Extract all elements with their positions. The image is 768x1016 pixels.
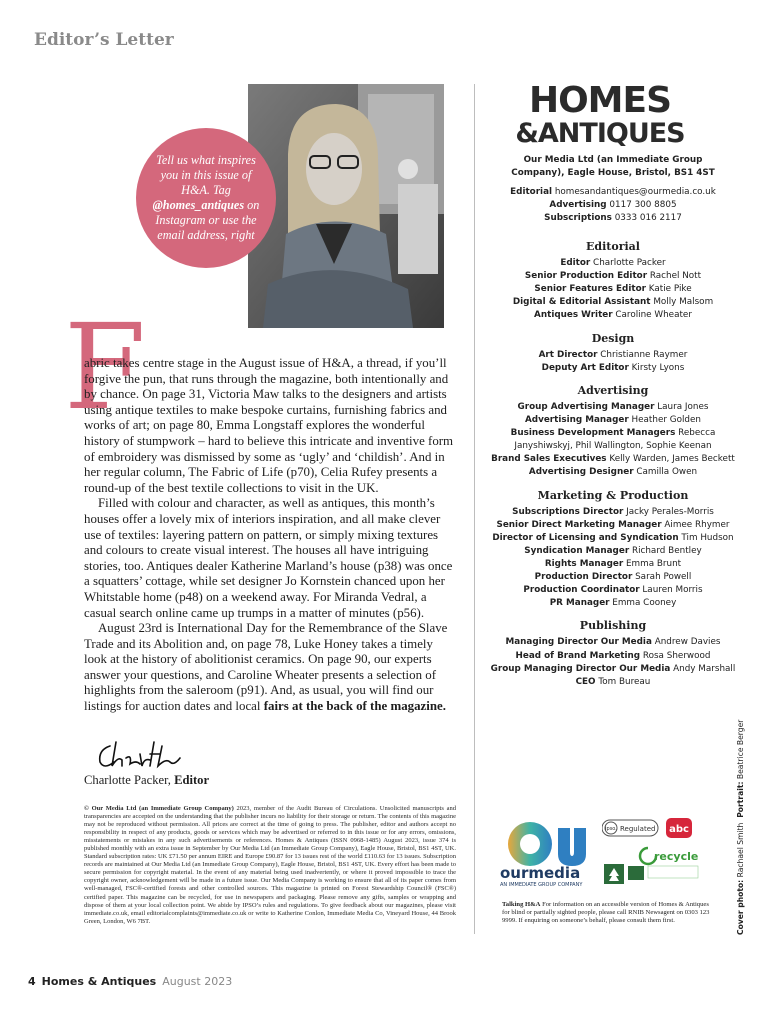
legal-notice: [84, 805, 456, 926]
staff-name: Caroline Wheater: [615, 310, 692, 321]
paragraph-2: Filled with colour and character, as well as antiques, this month’s houses offer a lovely mix of interiors inspiration, and all make clever use of textiles: layering pattern on pattern, or simply mixing textures and colours to create visual interest. The houses all have intriguing stories, too. Antiques dealer Katherine Marland’s house (p38) was once a squatters’ cottage, while set designer Jo Kornstein chanced upon her Whitstable home (p48) on a weekend away. For Miranda Vedral, a casual search online came up trumps in a matter of minutes (p56).: [84, 496, 453, 620]
credits-block: [490, 240, 736, 689]
editor-signature: [96, 736, 206, 772]
staff-role: CEO: [575, 676, 596, 687]
contact-row: [490, 199, 736, 212]
contact-value[interactable]: 0333 016 2117: [614, 213, 682, 224]
section-title: Editor’s Letter: [34, 30, 174, 50]
instagram-handle[interactable]: @homes_antiques: [152, 198, 245, 212]
paragraph-3-text: August 23rd is International Day for the Remembrance of the Slave Trade and its Abolition and, on page 78, Luke Honey takes a timely look at the history of abolitionist ceramics. On page 90, our experts answer your questions, and Caroline Wheater presents a selection of highlights from the saleroom (p91). And, as usual, you will find our listings for auction dates and local: [84, 621, 448, 714]
staff-name: Emma Cooney: [612, 598, 677, 609]
drop-cap: F: [64, 298, 146, 436]
bubble-text-2: on Instagram or use the email address, right: [155, 198, 260, 242]
portrait-credit: Beatrice Berger: [736, 719, 745, 780]
staff-row: [490, 283, 736, 296]
logo-line-1: HOMES: [528, 80, 672, 121]
editor-name-text: Charlotte Packer,: [84, 773, 175, 787]
staff-row: [490, 597, 736, 610]
contact-value[interactable]: homesandantiques@ourmedia.co.uk: [554, 187, 716, 198]
cover-photo-label: Cover photo:: [736, 879, 745, 935]
column-divider: [474, 84, 475, 934]
staff-role: Group Managing Director Our Media: [490, 663, 671, 674]
staff-role: Business Development Managers: [510, 428, 676, 439]
regulation-badges: [602, 816, 706, 886]
staff-name: Christianne Raymer: [600, 349, 688, 360]
staff-role: Production Coordinator: [523, 585, 640, 596]
cover-photo-credit: Rachael Smith: [736, 822, 745, 878]
staff-row: [490, 650, 736, 663]
ourmedia-wordmark: ourmedia: [500, 864, 581, 882]
section-heading: Marketing & Production: [537, 488, 689, 502]
staff-row: [490, 584, 736, 597]
staff-row: [490, 532, 736, 545]
staff-role: Group Advertising Manager: [517, 401, 655, 412]
staff-role: Senior Production Editor: [524, 271, 648, 282]
staff-name: Kelly Warden, James Beckett: [609, 454, 735, 465]
staff-role: Art Director: [538, 349, 598, 360]
footer-magazine: Homes & Antiques: [41, 975, 157, 988]
staff-row: [490, 506, 736, 519]
contact-row: [490, 186, 736, 199]
staff-row: [490, 401, 736, 414]
staff-role: Rights Manager: [544, 558, 624, 569]
regulated-text: Regulated: [620, 825, 656, 833]
staff-role: Managing Director Our Media: [505, 637, 652, 648]
contact-list: [490, 186, 736, 225]
staff-name: Heather Golden: [631, 415, 701, 426]
ourmedia-logo: [500, 818, 600, 888]
section-heading: Editorial: [586, 240, 640, 253]
staff-name: Andy Marshall: [673, 663, 736, 674]
staff-name: Katie Pike: [648, 284, 692, 295]
staff-name: Rosa Sherwood: [642, 650, 711, 661]
staff-row: [490, 453, 736, 466]
photo-credit: [736, 720, 745, 935]
contact-label: Subscriptions: [544, 213, 612, 224]
contact-value[interactable]: 0117 300 8805: [609, 200, 677, 211]
staff-role: Antiques Writer: [534, 310, 613, 321]
staff-row: [490, 362, 736, 375]
staff-row: [490, 270, 736, 283]
staff-name: Emma Brunt: [626, 558, 682, 569]
staff-name: Rachel Nott: [649, 271, 702, 282]
section-heading: Advertising: [577, 383, 649, 397]
staff-role: Head of Brand Marketing: [515, 650, 641, 661]
contact-label: Editorial: [510, 187, 553, 198]
staff-role: Brand Sales Executives: [491, 454, 607, 465]
staff-row: [490, 257, 736, 270]
social-callout-bubble: [136, 128, 276, 268]
staff-role: Syndication Manager: [524, 545, 630, 556]
staff-name: Camilla Owen: [636, 467, 698, 478]
staff-role: Deputy Art Editor: [541, 362, 629, 373]
staff-name: Sarah Powell: [635, 572, 692, 583]
staff-row: [490, 663, 736, 676]
contact-row: [490, 212, 736, 225]
staff-role: Senior Features Editor: [534, 284, 646, 295]
staff-role: Subscriptions Director: [512, 506, 624, 517]
staff-name: Richard Bentley: [631, 545, 702, 556]
editor-role: Editor: [174, 773, 210, 787]
abc-text: abc: [669, 824, 689, 835]
staff-name: Molly Malsom: [653, 297, 714, 308]
staff-row: [490, 427, 736, 453]
editor-portrait: [248, 84, 444, 328]
editor-name: [84, 773, 209, 788]
staff-row: [490, 571, 736, 584]
staff-name: Jacky Perales-Morris: [626, 506, 714, 517]
staff-role: Production Director: [534, 572, 633, 583]
staff-name: Kirsty Lyons: [631, 362, 685, 373]
accessibility-note: [502, 901, 714, 926]
accessible-bold: Talking H&A: [502, 901, 541, 908]
staff-row: [490, 636, 736, 649]
staff-role: Editor: [560, 258, 591, 269]
staff-name: Tom Bureau: [598, 676, 651, 687]
bubble-text-1: Tell us what inspires you in this issue of H&A. Tag: [156, 153, 256, 197]
paragraph-1: abric takes centre stage in the August issue of H&A, a thread, if you’ll forgive the pun, that runs through the magazine, both intentionally and by chance. On page 31, Victoria Maw talks to the designers and artists using antique textiles to make bespoke curtains, furnishing fabrics and works of art; on page 80, Emma Longstaff explores the wonderful history of stumpwork – hard to believe this intricate and inventive form of embroidery was dismissed by some as ‘ugly’ and ‘childish’. And in her regular column, The Fabric of Life (p70), Celia Rufey presents a round-up of the best textile collections to visit in the UK.: [84, 356, 454, 495]
page-number: 4: [28, 975, 36, 988]
staff-row: [490, 558, 736, 571]
staff-role: Director of Licensing and Syndication: [492, 532, 679, 543]
paragraph-3-bold: fairs at the back of the magazine.: [263, 699, 446, 714]
staff-name: Rebecca Janyshiwskyj, Phil Wallington, Sophie Keenan: [514, 428, 716, 452]
footer-date: August 2023: [162, 975, 233, 988]
staff-row: [490, 519, 736, 532]
recycle-text: recycle: [654, 850, 699, 863]
publisher-block: [490, 154, 736, 225]
section-heading: Publishing: [579, 619, 647, 633]
staff-row: [490, 466, 736, 479]
staff-row: [490, 309, 736, 322]
staff-name: Charlotte Packer: [593, 258, 666, 269]
staff-row: [490, 296, 736, 309]
staff-role: Advertising Manager: [524, 415, 629, 426]
staff-row: [490, 676, 736, 689]
staff-sections: [490, 240, 736, 689]
staff-role: Digital & Editorial Assistant: [512, 297, 651, 308]
portrait-label: Portrait:: [736, 781, 745, 818]
staff-row: [490, 414, 736, 427]
ipso-text: ipso.: [605, 826, 617, 832]
publisher-address: Our Media Ltd (an Immediate Group Company), Eagle House, Bristol, BS1 4ST: [511, 155, 715, 179]
logo-line-2: &ANTIQUES: [515, 118, 685, 146]
staff-role: PR Manager: [549, 598, 610, 609]
accessible-text: For information on an accessible version of Homes & Antiques for blind or partially sighted people, please call RNIB Newsagent on 0303 123 9999. If enquiring on someone’s behalf, please consult them first.: [502, 901, 710, 925]
ourmedia-tagline: AN IMMEDIATE GROUP COMPANY: [500, 882, 583, 888]
paragraph-3: [84, 621, 456, 715]
legal-text: 2023, member of the Audit Bureau of Circulations. Unsolicited manuscripts and transparencies are accepted on the understanding that the publisher incurs no liability for their storage or return. The contents of this magazine may not be reproduced without permission. All prices are correct at the time of going to press. The publisher, editor and authors accept no responsibility in respect of any products, goods or services which may be advertised or referred to in this issue or for any errors, omissions, misstatements or mistakes in any such advertisements or references. Homes & Antiques (ISSN 0968-1485) August 2023, issue 374 is published monthly with an extra issue in September by Our Media Ltd (an Immediate Group Company), Eagle House, Bristol, BS1 4ST, UK. Standard subscription rates: UK £71.50 per annum EIRE and Europe £90.87 for 13 issues rest of the world £110.63 for 13 issues. Subscription records are maintained at Our Media Ltd (an Immediate Group Company), Eagle House, Bristol, BS1 4ST, UK. Every effort has been made to secure permission for copyright material. In the event of any material being used inadvertently, or where it proved impossible to trace the copyright owner, acknowledgement will be made in a future issue. Our Media Company is working to ensure that all of its paper comes from well-managed, FSC®-certified forests and other controlled sources. This magazine is printed on Forest Stewardship Council® (FSC®) certified paper. This magazine can be recycled, for use in newspapers and packaging. Please remove any gifts, samples or wrapping and dispose of them at your local collection point. We abide by IPSO’s rules and regulations. To give feedback about our magazines, please visit immediate.co.uk, email editorialcomplaints@immediate.co.uk or write to Katherine Conlon, Immediate Media Co, Vineyard House, 44 Brook Green, London, W6 7BT.: [84, 805, 456, 925]
contact-label: Advertising: [549, 200, 607, 211]
staff-role: Senior Direct Marketing Manager: [496, 519, 662, 530]
staff-name: Aimee Rhymer: [664, 519, 730, 530]
staff-name: Lauren Morris: [642, 585, 703, 596]
staff-row: [490, 349, 736, 362]
page-footer: [28, 975, 232, 988]
staff-row: [490, 545, 736, 558]
staff-name: Andrew Davies: [654, 637, 721, 648]
homes-antiques-logo: [514, 80, 686, 146]
section-heading: Design: [591, 331, 635, 345]
staff-name: Laura Jones: [657, 401, 709, 412]
staff-name: Tim Hudson: [681, 532, 734, 543]
editor-letter-body: [84, 356, 456, 715]
legal-bold: © Our Media Ltd (an Immediate Group Company): [84, 805, 234, 812]
staff-role: Advertising Designer: [528, 467, 634, 478]
